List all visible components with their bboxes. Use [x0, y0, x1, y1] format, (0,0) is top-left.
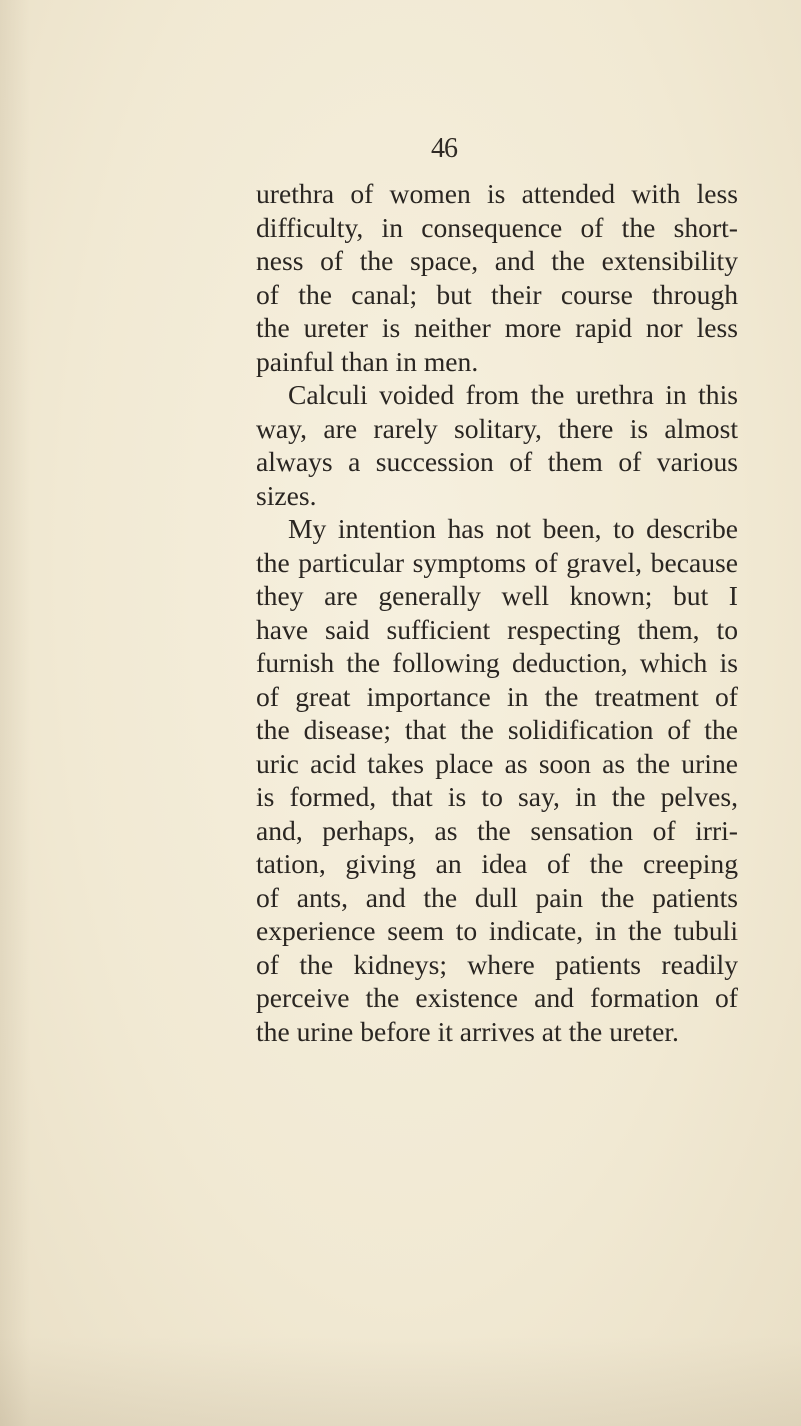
text-line: way, are rarely solitary, there is almost	[256, 412, 738, 444]
text-line: urethra of women is attended with less	[256, 178, 738, 209]
text-line: difficulty, in consequence of the short-	[256, 211, 738, 243]
page-number: 46	[431, 133, 457, 164]
text-line: the ureter is neither more rapid nor less	[256, 312, 738, 343]
text-line: and, perhaps, as the sensation of irri-	[256, 814, 738, 846]
text-line: perceive the existence and formation of	[256, 982, 738, 1013]
text-line: the urine before it arrives at the ureter.	[256, 1015, 679, 1047]
page-edge-shadow	[0, 0, 30, 1426]
text-line: uric acid takes place as soon as the urine	[256, 747, 738, 779]
text-line: My intention has not been, to describe	[288, 513, 738, 544]
text-line: the disease; that the solidification of the	[256, 714, 738, 745]
body-text	[256, 177, 738, 1048]
text-line: of the kidneys; where patients readily	[256, 948, 738, 980]
text-line: painful than in men.	[256, 345, 479, 377]
text-line: they are generally well known; but I	[256, 580, 738, 611]
text-line: is formed, that is to say, in the pelves,	[256, 781, 738, 812]
text-line: have said sufficient respecting them, to	[256, 613, 738, 645]
text-line: of the canal; but their course through	[256, 278, 738, 310]
text-line: sizes.	[256, 479, 317, 511]
text-line: furnish the following deduction, which is	[256, 647, 738, 678]
text-line: Calculi voided from the urethra in this	[288, 379, 738, 410]
text-line: ness of the space, and the extensibility	[256, 245, 738, 276]
page-bottom-shadow	[0, 1336, 801, 1426]
text-line: of ants, and the dull pain the patients	[256, 881, 738, 913]
text-line: the particular symptoms of gravel, because	[256, 546, 738, 578]
text-line: always a succession of them of various	[256, 446, 738, 477]
text-line: tation, giving an idea of the creeping	[256, 848, 738, 879]
text-line: of great importance in the treatment of	[256, 680, 738, 712]
text-line: experience seem to indicate, in the tubuli	[256, 915, 738, 946]
